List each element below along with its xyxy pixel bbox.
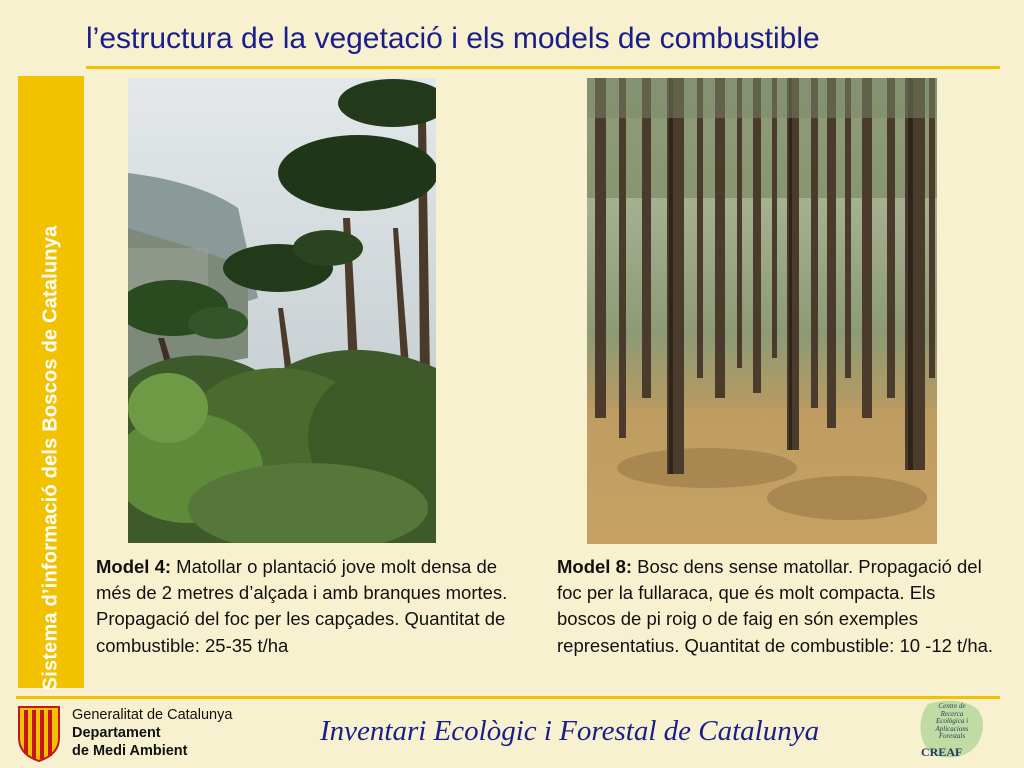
model4-caption (96, 554, 516, 659)
gen-line2: Departament (72, 725, 161, 741)
title-divider (86, 66, 1000, 69)
model8-label: Model 8: (557, 556, 633, 577)
footer-title: Inventari Ecològic i Forestal de Catalunya (320, 715, 820, 747)
model8-caption (557, 554, 997, 659)
generalitat-text (72, 706, 232, 760)
gen-line1: Generalitat de Catalunya (72, 707, 233, 723)
model4-description: Matollar o plantació jove molt densa de més de 2 metres d’alçada i amb branques mortes. Propagació del foc per les capçades. Quantitat de combustible: 25-35 t/ha (96, 556, 508, 656)
creaf-line: Forestals (938, 732, 966, 741)
model8-description: Bosc dens sense matollar. Propagació del foc per la fullaraca, que és molt compacta. Els boscos de pi roig o de faig en són exemples representatius. Quantitat de combustible: 10 -12 t/ha. (557, 556, 994, 656)
creaf-line: Recerca (940, 709, 964, 718)
sidebar-band (18, 76, 84, 691)
generalitat-logo-icon (16, 704, 62, 762)
creaf-name: CREAF (921, 745, 963, 759)
creaf-line: Centre de (938, 702, 966, 710)
sidebar-text: Sistema d’informació dels Boscos de Catalunya (39, 225, 62, 691)
slide-title: l’estructura de la vegetació i els models de combustible (86, 22, 820, 55)
model4-photo (128, 78, 436, 543)
creaf-line: Aplicacions (935, 724, 969, 733)
footer-divider (16, 696, 1000, 699)
creaf-line: Ecològica i (935, 717, 969, 726)
gen-line3: de Medi Ambient (72, 743, 188, 759)
model8-photo (587, 78, 937, 544)
model4-label: Model 4: (96, 556, 172, 577)
creaf-text (921, 703, 983, 741)
